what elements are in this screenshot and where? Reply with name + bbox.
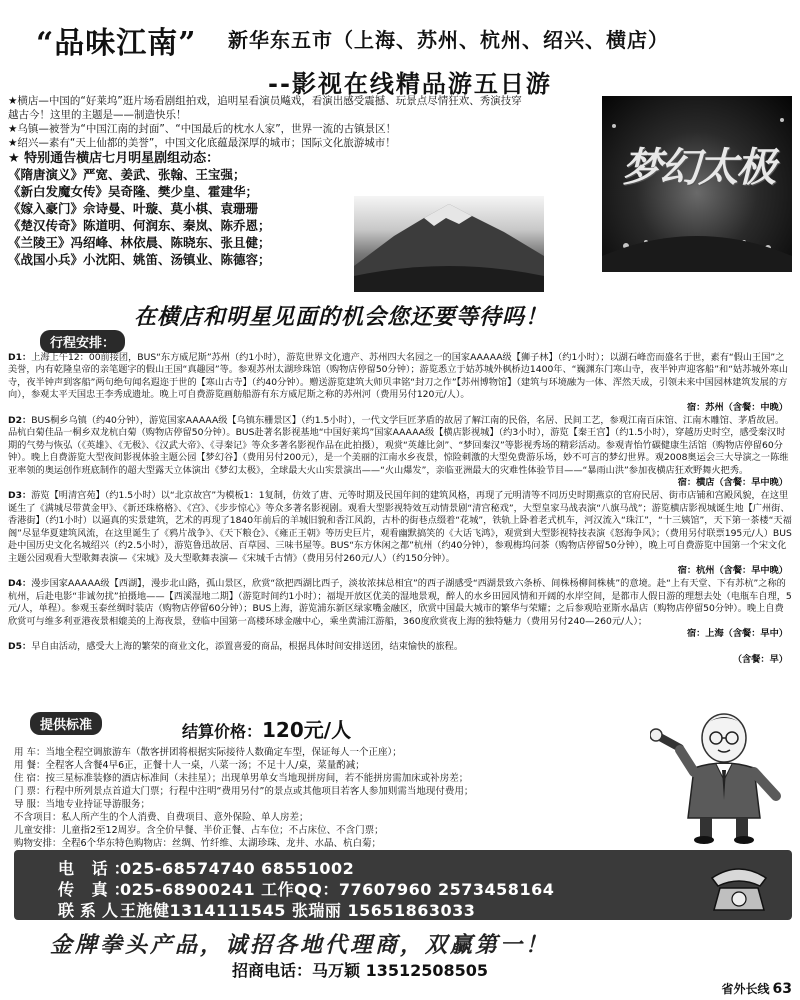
contact-person-row <box>58 898 475 921</box>
price-amount: 120元/人 <box>262 718 352 742</box>
day-text: 游览【明清宫苑】（约1.5小时）以“北京故宫”为模板1：1复制，仿效了唐、元等时期及民国年间的建筑风格，再现了元明清等不同历史时期燕京的官府民居、街市店铺和宫殿风貌，在这里诞生了《满城尽带黄金甲》、《新还珠格格》、《宫》、《步步惊心》等众多著名影视剧。观看大型影视特效互动情景剧“清宫秘戏”，大型皇家马战表演“八旗马战”；游览横店影视城诞生地【广州街、香港街】（约1小时）以逼真的实景建筑，艺术的再现了1840年前后的羊城旧貌和香江风韵，古朴的街巷点缀着“花城”，铁轨上卧着老式机车，河汉流入“珠江”，“十三姨馆”，天下第一茶楼“天福阁”尽显华夏建筑风流，在这里诞生了《鸦片战争》、《天下粮仓》、《雍正王朝》等历史巨片，观看幽默搞笑的《大话飞鸿》，观赏到大型影视特技表演《怒海争风》；（费用另付联票195元/人）BUS赴中国历史文化名城绍兴（约2.5小时），游览鲁迅故居、百草园、三味书屋等。BUS“东方休闲之都”杭州（约40分钟），参观梅坞问茶（购物店停留50分钟），晚上可自费游览中国第一个宋文化主题公园观看大型歌舞表演—《宋城》及大型歌舞表演—《宋城千古情》（费用另付260元/人）（约150分钟）。 <box>8 490 792 564</box>
brand-title: “品味江南” <box>36 26 197 61</box>
day-label: D3： <box>8 490 32 502</box>
header <box>8 6 792 96</box>
intro-line: ★绍兴—素有“天上仙都的美誉”，中国文化底蕴最深厚的城市；国际文化旅游城市！ <box>8 137 396 149</box>
drama-item: 《新白发魔女传》吴奇隆、樊少皇、霍建华； <box>8 184 259 199</box>
drama-list <box>8 166 348 268</box>
fax-and-qq: 025-68900241 工作QQ：77607960 2573458164 <box>120 880 555 899</box>
itinerary-day <box>8 415 792 489</box>
page-number: 63 <box>772 981 792 997</box>
telephone-icon <box>704 858 774 914</box>
intro-line: ★乌镇—被誉为“中国江南的封面”、“中国最后的枕水人家”，世界一流的古镇景区！ <box>8 123 397 135</box>
drama-item: 《楚汉传奇》陈道明、何润东、秦岚、陈乔恩； <box>8 218 271 233</box>
contact-fax-row <box>58 877 554 900</box>
day-stay: （含餐：早） <box>732 653 788 665</box>
day-text: BUS桐乡乌镇（约40分钟），游览国家AAAAA级【乌镇东栅景区】（约1.5小时），一代文学巨匠茅盾的故居了解江南的民俗，名居、民间工艺，参观江南百床馆、江南木雕馆、茅盾故居。品杭白菊佳品一桐乡双龙杭白菊（购物店停留50分钟）。BUS赴著名影视基地“中国好莱坞”国家AAAAA级【横店影视城】（约3小时），游览【秦王宫】（约1.5小时），穿越历史时空，感受秦汉时期的气势与恢弘（《英雄》、《无极》、《汉武大帝》、《寻秦记》等众多著名影视作品在此拍摄），观赏“英雄比剑”、“梦回秦汉”等影视秀场的精彩活动。参观青怡竹碳健康生活馆（购物店停留60分钟）。晚上自费游览大型夜间影视体验主题公园【梦幻谷】（费用另付200元），是一个美丽的江南水乡夜景，惊险刺激的大型免费游乐场，妙不可言的梦幻世界。观2008奥运会三大导演之一陈维亚率领的奥运创作班底制作的超大型露天立体演出《梦幻太极》，全球最大火山实景演出——“火山爆发”，亲临亚洲最大的灾难性体验节目——“暴雨山洪”参加夜横店狂欢野舞火把秀。 <box>8 415 789 476</box>
cartoon-guide-illustration <box>650 708 792 844</box>
day-text: 上海上午12：00前接团，BUS“东方威尼斯”苏州（约1小时），游览世界文化遗产、苏州四大名园之一的国家AAAAA级【狮子林】（约1小时）；以湖石峰峦而盛名于世，素有“假山王国”之美誉，内有乾隆皇帝的亲笔题字的假山王国“真趣园”等。参观苏州太湖珍珠馆（购物店停留50分钟）；游览悉立于姑苏城外枫桥边1400年、“巍渊东门寒山寺，夜半钟声迎客船”和“姑苏城外寒山寺，夜半钟声到客船”两句绝句闻名遐迩于世的【寒山古寺】（约40分钟）。赠送游览建筑大师贝聿铭“封刀之作”【苏州博物馆】（建筑与环境融为一体、浑然天成，引领未来中国园林建筑发展的方向），参观太平天国忠王李秀成遗址。晚上可自费游览画舫船游有东方威尼斯之称的苏州河（费用另付120元/人）。 <box>8 352 789 401</box>
intro-line: ★横店—中国的“好莱坞”逛片场看剧组拍戏，追明星看演员飚戏，看演出感受震撼、玩景点尽情狂欢、秀演技穿越古今！这里的主题是——制造快乐！ <box>8 95 522 121</box>
mountain-photo <box>354 196 544 292</box>
recruit-slogan: 金牌拳头产品，诚招各地代理商，双赢第一！ <box>50 932 551 958</box>
service-item: 用 车：当地全程空调旅游车（散客拼团将根据实际接待人数确定车型，保证每人一个正座）； <box>14 747 402 758</box>
contact-phone-row <box>58 856 354 879</box>
itinerary-day <box>8 578 792 640</box>
fax-label: 传 真： <box>58 880 136 899</box>
stars-notice-title: ★ 特别通告横店七月明星剧组动态： <box>8 151 220 166</box>
price-label: 结算价格： <box>182 722 263 741</box>
day-label: D4： <box>8 578 32 590</box>
intro-block <box>8 94 524 166</box>
day-stay: 宿：杭州（含餐：早中晚） <box>677 564 788 576</box>
itinerary-day <box>8 352 792 414</box>
page-footer <box>722 980 793 997</box>
show-photo <box>602 96 792 272</box>
mountain-graphic <box>354 196 544 292</box>
service-item: 导 服：当地专业持证导游服务； <box>14 799 151 810</box>
day-label: D5： <box>8 641 32 653</box>
day-stay: 宿：横店（含餐：早中晚） <box>677 477 788 489</box>
service-item: 住 宿：按三星标准装修的酒店标准间（未挂星）；出现单男单女当地现拼房间，若不能拼房需加床或补房差； <box>14 773 469 784</box>
day-label: D1： <box>8 352 32 363</box>
tour-subtitle: --影视在线精品游五日游 <box>268 70 552 98</box>
day-stay: 宿：苏州（含餐：中晚） <box>686 401 788 413</box>
service-standards <box>14 746 634 850</box>
contact-box <box>14 850 792 920</box>
service-item: 门 票：行程中所列景点首道大门票；行程中注明“费用另付”的景点或其他项目若客人参加则需当地现付费用； <box>14 786 474 797</box>
drama-item: 《嫁入豪门》佘诗曼、叶璇、莫小棋、袁珊珊 <box>8 201 259 216</box>
service-item: 用 餐：全程客人含餐4早6正，正餐十人一桌，八菜一汤；不足十人/桌，菜量酌减； <box>14 760 365 771</box>
merchant-hotline-value: 马万颖 13512508505 <box>312 961 489 980</box>
tour-title: 新华东五市（上海、苏州、杭州、绍兴、横店） <box>228 28 669 52</box>
day-text: 早自由活动，感受大上海的繁荣的商业文化，添置喜爱的商品，根据具体时间安排送团，结束愉快的旅程。 <box>31 641 464 653</box>
itinerary-tag: 行程安排： <box>40 330 125 353</box>
day-text: 漫步国家AAAAA级【西湖】，漫步北山路，孤山景区，欣赏“欲把西湖比西子，淡妆浓抹总相宜”的西子湖感受“西湖景致六条桥、间株杨柳间株桃”的意境。赴“上有天堂、下有苏杭”之称的杭州，后赴电影“非诚勿扰”拍摄地——【西溪湿地二期】（游览时间约1小时）；福堤开放区优美的湿地景观，醉人的水乡田园风情和开阔的水岸空间，是都市人假日游的理想去处（电瓶车自理，5元/人，单程）。参观玉泰丝绸时装店（购物店停留60分钟）；BUS上海，游览浦东新区绿家嘴金融区，欣赏中国最大城市的繁华与荣耀；之后参观哈亚斯水晶店（购物店停留50分钟）。晚上自费欣赏可与维多利亚港夜景相媲美的上海夜景，登临中国第一高楼环球金融中心，乘坐黄浦江游船，360度欣赏夜上海的独特魅力（费用另付240—260元/人）； <box>8 578 792 627</box>
phone-numbers: 025-68574740 68551002 <box>120 859 355 878</box>
contact-person-label: 联系人： <box>58 901 147 920</box>
itinerary-day <box>8 490 792 577</box>
service-item: 购物安排：全程6个华东特色购物店：丝绸、竹纤维、太湖珍珠、龙井、水晶、杭白菊； <box>14 838 382 849</box>
itinerary <box>8 352 792 667</box>
phone-label: 电 话： <box>58 859 136 878</box>
contact-persons: 王施健1314111545 张瑞丽 15651863033 <box>120 901 476 920</box>
price <box>182 714 351 743</box>
merchant-hotline-label: 招商电话： <box>232 961 313 980</box>
headline: 在横店和明星见面的机会您还要等待吗！ <box>134 305 549 330</box>
service-item: 儿童安排：儿童指2至12周岁。含全价早餐、半价正餐、占车位；不占床位、不含门票； <box>14 825 384 836</box>
day-label: D2： <box>8 415 32 427</box>
day-stay: 宿：上海（含餐：早中） <box>686 627 788 639</box>
service-item: 不含项目：私人所产生的个人消费、自费项目、意外保险、单人房差； <box>14 812 309 823</box>
merchant-hotline <box>232 958 488 981</box>
show-title-art: 梦幻太极 <box>622 144 774 191</box>
section-name: 省外长线 <box>721 982 770 996</box>
drama-item: 《战国小兵》小沈阳、姚笛、汤镇业、陈德容； <box>8 252 271 267</box>
standards-tag: 提供标准 <box>30 712 102 735</box>
drama-item: 《隋唐演义》严宽、姜武、张翰、王宝强； <box>8 167 246 182</box>
itinerary-day <box>8 641 792 666</box>
drama-item: 《兰陵王》冯绍峰、林依晨、陈晓东、张且健； <box>8 235 271 250</box>
